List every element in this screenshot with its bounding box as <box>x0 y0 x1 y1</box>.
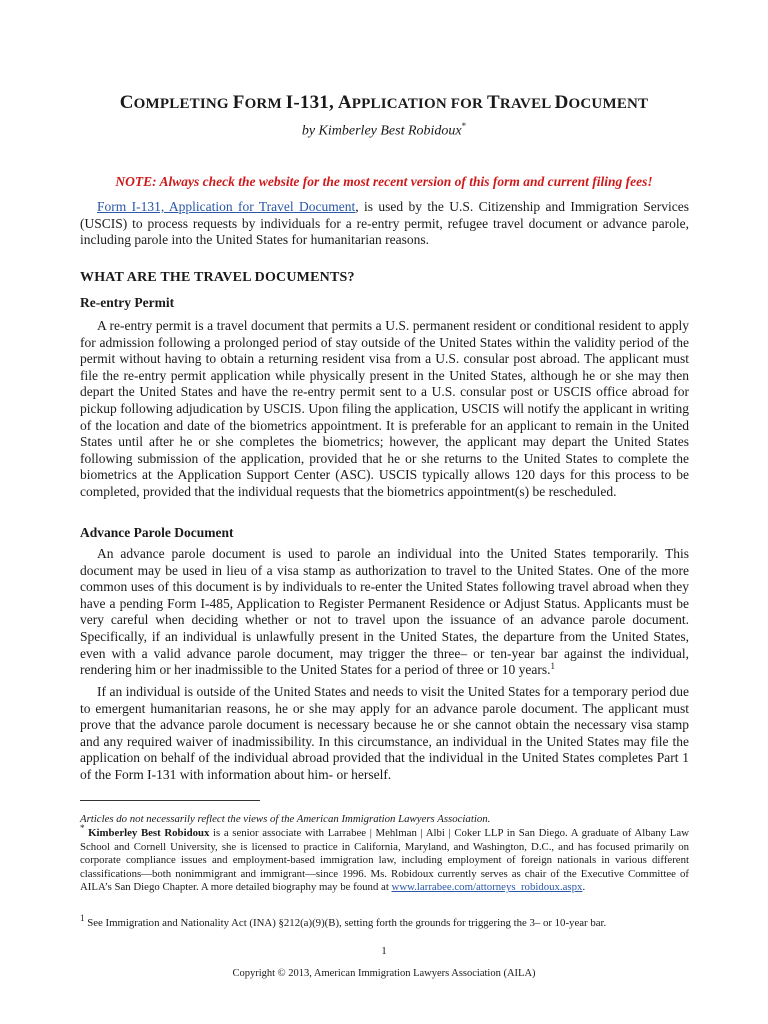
intro-paragraph: Form I-131, Application for Travel Document, is used by the U.S. Citizenship and Immigration Services (USCIS) to process requests by individuals for a re-entry permit, refugee travel document or advance parole, including parole into the United States for humanitarian reasons. <box>80 199 689 248</box>
document-title: COMPLETING FORM I-131, APPLICATION FOR TRAVEL DOCUMENT <box>119 92 649 113</box>
author-name: Kimberley Best Robidoux <box>88 827 210 839</box>
page-number: 1 <box>381 945 387 957</box>
aila-disclaimer: Articles do not necessarily reflect the views of the American Immigration Lawyers Association. <box>80 813 491 825</box>
heading-advance-parole: Advance Parole Document <box>80 525 234 540</box>
author-bio-link[interactable]: www.larrabee.com/attorneys_robidoux.aspx <box>391 881 583 894</box>
filing-fee-note: NOTE: Always check the website for the most recent version of this form and current filing fees! <box>115 174 653 189</box>
advance-parole-paragraph-2: If an individual is outside of the United States and needs to visit the United States for a temporary period due to emergent humanitarian reasons, he or she may apply for an advance parole document. The applicant must prove that the advance parole document is necessary because he or she cannot obtain the necessary visa stamp and any required waiver of inadmissibility. In this circumstance, an individual in the United States may file the application on behalf of the individual abroad provided that the individual in the United States completes Part 1 of the Form I-131 with information about him- or herself. <box>80 684 689 782</box>
form-i131-link[interactable]: Form I-131, Application for Travel Document <box>97 199 356 214</box>
author-footnote-marker: * <box>461 121 467 131</box>
heading-reentry-permit: Re-entry Permit <box>80 295 175 310</box>
footnote-1: $^1$ See Immigration and Nationality Act (INA) §212(a)(9)(B), setting forth the grounds for triggering the 3– or 10-year bar. <box>80 913 607 929</box>
reentry-paragraph: A re-entry permit is a travel document that permits a U.S. permanent resident or conditional resident to apply for admission following a prolonged period of stay outside of the United States within the validity period of the permit without having to obtain a returning resident visa from a U.S. consular post abroad. The applicant must file the re-entry permit application while physically present in the United States, although he or she may then depart the United States and have the re-entry permit sent to a U.S. consular post or USCIS office abroad for pickup following adjudication by USCIS. Upon filing the application, USCIS will notify the applicant in writing of the location and date of the biometrics appointment. It is preferable for an applicant to remain in the United States until after he or she completes the biometrics; however, the applicant may depart the United States following submission of the application, provided that he or she returns to the United States to complete the biometrics at the Application Support Center (ASC). USCIS typically allows 120 days for this process to be completed, provided that the individual requests that the biometrics appointment(s) be rescheduled. <box>80 318 689 499</box>
author-byline: by Kimberley Best Robidoux* <box>301 121 467 139</box>
footnote-divider <box>80 800 260 801</box>
copyright-notice: Copyright © 2013, American Immigration Lawyers Association (AILA) <box>232 968 536 979</box>
author-footnote: * Kimberley Best Robidoux is a senior associate with Larrabee | Mehlman | Albi | Coker LLP in San Diego. A graduate of Albany Law School and Cornell University, she is licensed to practice in California, Maryland, and Washington, D.C., and has focused primarily on corporate compliance issues and employment-based immigration law, including employment of foreign nationals in various different classifications—both nonimmigrant and immigrant—since 1996. Ms. Robidoux currently serves as chair of the Executive Committee of AILA’s San Diego Chapter. A more detailed biography may be found at www.larrabee.com/attorneys_robidoux.aspx. <box>80 823 689 894</box>
footnote-1-marker[interactable]: 1 <box>550 661 555 672</box>
section-heading-travel-documents: WHAT ARE THE TRAVEL DOCUMENTS? <box>80 270 355 285</box>
advance-parole-paragraph-1: An advance parole document is used to parole an individual into the United States temporarily. This document may be used in lieu of a visa stamp as authorization to travel to the United States. One of the more common uses of this document is by individuals to re-enter the United States following travel abroad when they have a pending Form I-485, Application to Register Permanent Residence or Adjust Status. Applicants must be very careful when deciding whether or not to travel upon the issuance of an advance parole document. Specifically, if an individual is unlawfully present in the United States, the departure from the United States, even with a valid advance parole document, may trigger the three– or ten-year bar against the individual, rendering him or her inadmissible to the United States for a period of three or 10 years.$^1$ <box>80 546 689 678</box>
